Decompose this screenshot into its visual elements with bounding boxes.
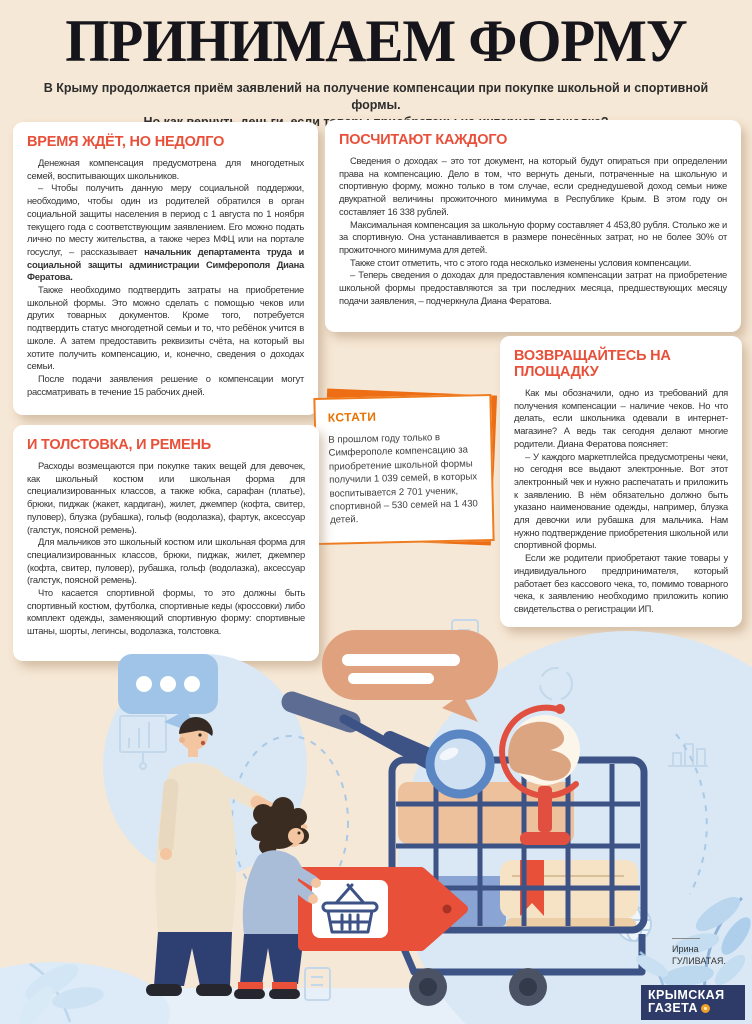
article-heading: И ТОЛСТОВКА, И РЕМЕНЬ xyxy=(27,437,212,453)
cart-handle xyxy=(292,702,430,766)
paragraph: Максимальная компенсация за школьную форму составляет 4 453,80 рубля. Столько же и за спортивную. Она устанавливается в размере понесённых затрат, но не более 30% от прожиточного минимума для детей. xyxy=(339,218,727,255)
article-time-waits xyxy=(13,122,318,415)
speaker-name: начальник департамента труда и социальной защиты администрации Симферополя Диана Фератова. xyxy=(27,245,304,283)
paragraph: – У каждого маркетплейса предусмотрены чеки, но сегодня все выдают электронные. Вот этот электронный чек и нужно распечатать и приложить к заявлению. В нём обязательно должно быть указано наименование одежды, например, блузка для девочки или рубашка для мальчика. Нам нужно подтверждение приобретения школьной или спортивной формы. xyxy=(514,450,728,551)
paragraph: Для мальчиков это школьный костюм или школьная форма для специализированных классов, брюки, пиджак, жилет, джемпер (кофта, свитер, пуловер), рубашка, гольф (водолазка), аксессуар (галстук, поясной ремень). xyxy=(27,536,305,586)
author-credit xyxy=(672,938,744,967)
page-title: ПРИНИМАЕМ ФОРМУ xyxy=(65,8,687,75)
article-heading: ПОСЧИТАЮТ КАЖДОГО xyxy=(339,132,508,148)
price-tag-icon xyxy=(303,872,463,946)
kstati-heading: КСТАТИ xyxy=(327,409,377,425)
article-heading: ВОЗВРАЩАЙТЕСЬ НА ПЛОЩАДКУ xyxy=(514,348,671,380)
logo-line-1: КРЫМСКАЯ xyxy=(648,988,725,1002)
subtitle-line-1: В Крыму продолжается приём заявлений на получение компенсации при покупке школьной и спортивной формы. xyxy=(43,81,709,112)
kstati-body: В прошлом году только в Симферополе компенсацию за приобретение школьной формы получили 1 039 семей, в которых воспитывается 2 701 ученик, спортивной – 530 семей на 1 430 детей. xyxy=(328,432,478,527)
paragraph: Также стоит отметить, что с этого года несколько изменены условия компенсации. xyxy=(350,256,692,268)
paragraph-text: – Чтобы получить данную меру социальной поддержки, необходимо, чтобы один из родителей обратился в орган социальной защиты населения в период с 1 августа по 1 ноября текущего года с соответствующим заявлением. Его можно подать лично по месту жительства, а также через МФЦ или на портале госуслуг, – рассказывает xyxy=(27,182,304,257)
logo-line-2-text: ГАЗЕТА xyxy=(648,1001,698,1015)
paragraph: После подачи заявления решение о компенсации могут рассматривать в течение 15 рабочих дней. xyxy=(27,372,304,397)
paragraph: Как мы обозначили, одно из требований для получения компенсации – наличие чеков. Но что делать, если школьника одевали в интернет-магазине? А ведь так сегодня делают многие родители. Диана Фератова поясняет: xyxy=(514,387,728,449)
paragraph: Также необходимо подтвердить затраты на приобретение школьной формы. Это можно сделать с помощью чеков или других товарных документов. Кроме того, потребуется подтвердить статус многодетной семьи и то, что ребёнок учится в школе. А затем предоставить реквизиты счёта, на который вы хотите получить компенсацию, и, конечно, сведения о доходах семьи. xyxy=(27,284,304,372)
article-heading: ВРЕМЯ ЖДЁТ, НО НЕДОЛГО xyxy=(27,134,225,150)
author-last-name: ГУЛИВАТАЯ. xyxy=(672,956,726,966)
credit-rule xyxy=(672,938,700,939)
kstati-note xyxy=(313,394,494,545)
paragraph: – Теперь сведения о доходах для предоставления компенсации затрат на приобретение школьной формы предоставляются за три последних месяца, предшествующих месяцу подачи заявления, – подчеркнула Диана Фератова. xyxy=(339,269,727,306)
logo-line-2 xyxy=(648,1002,745,1015)
paragraph: Сведения о доходах – это тот документ, на который будут опираться при определении права на компенсацию. Дело в том, что вернуть деньги, потраченные на школьную и спортивную форму, можно только в том случае, если среднедушевой доход семьи ниже двукратной величины прожиточного минимума в Республике Крым. В этом году он составляет 16 338 рублей. xyxy=(339,155,727,217)
gear-icon xyxy=(701,1004,710,1013)
shopping-illustration xyxy=(0,614,752,1024)
author-first-name: Ирина xyxy=(672,944,699,954)
paragraph: Если же родители приобретают такие товары у индивидуального предпринимателя, который работает без кассового чека, то, помимо товарного чека, к заявлению необходимо приложить копию свидетельства о регистрации ИП. xyxy=(514,552,728,614)
newspaper-logo xyxy=(641,985,745,1020)
paragraph xyxy=(27,182,304,284)
paragraph: Что касается спортивной формы, то это должны быть спортивный костюм, футболка, спортивные кеды (кроссовки) либо комплект одежды, заменяющий спортивную форму: спортивные штаны, шорты, легинсы, водолазка, толстовка. xyxy=(27,587,305,637)
paragraph: Расходы возмещаются при покупке таких вещей для девочек, как школьный костюм или школьная форма для специализированных классов, а также юбка, сарафан (платье), брюки, пиджак (жакет, кардиган), жилет, джемпер (кофта, свитер, пуловер), блузка (рубашка), гольф (водолазка), фартук, аксессуар (галстук, поясной ремень). xyxy=(27,460,305,535)
article-count-each xyxy=(325,120,741,332)
paragraph: Денежная компенсация предусмотрена для многодетных семей, воспитывающих школьников. xyxy=(27,157,304,181)
article-return-marketplace xyxy=(500,336,742,627)
